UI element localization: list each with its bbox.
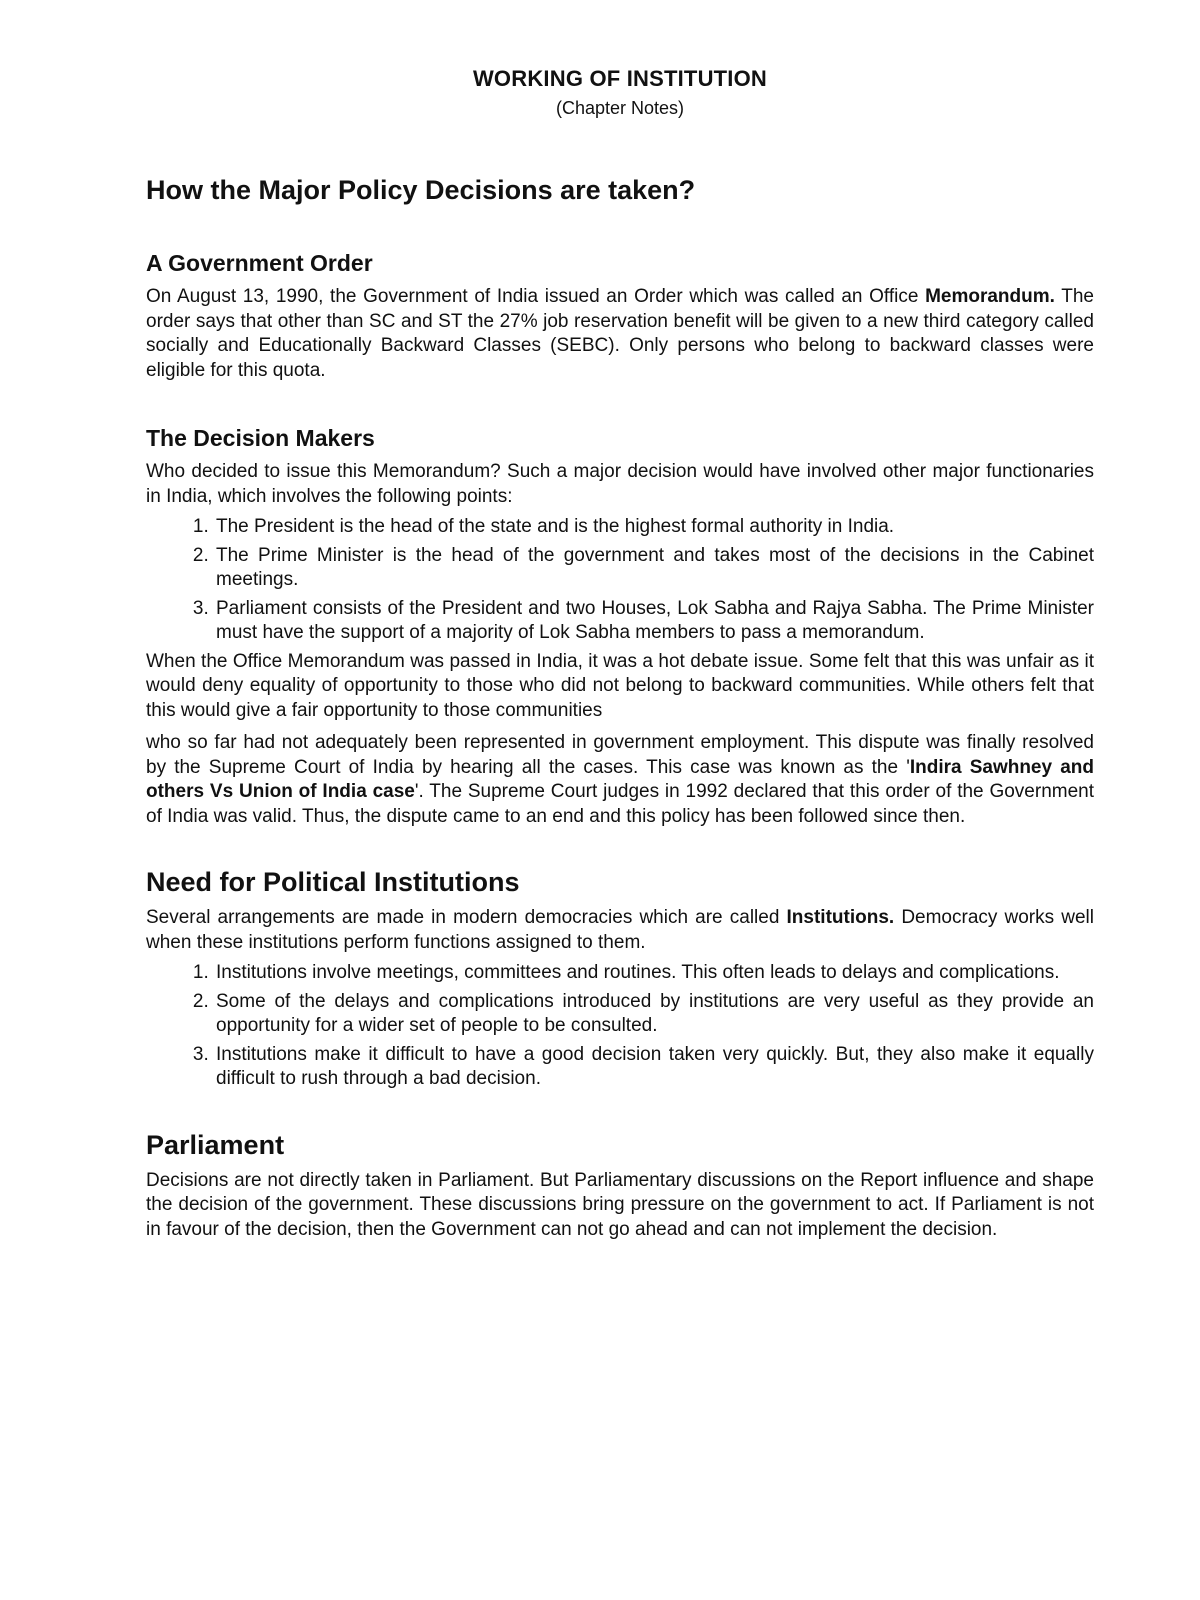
paragraph-decision-makers-intro: Who decided to issue this Memorandum? Such a major decision would have involved other major functionaries in India, which involves the following points: [146,461,1094,507]
bold-term-institutions: Institutions. [786,907,895,928]
paragraph-memorandum-debate: When the Office Memorandum was passed in India, it was a hot debate issue. Some felt that this was unfair as it would deny equality of opportunity to those who did not belong to backward communities. While others felt that this would give a fair opportunity to those communities [146,650,1094,721]
subheading-decision-makers: The Decision Makers [146,425,375,451]
paragraph-government-order [146,285,1094,383]
text-span: '. The Supreme Court judges in 1992 declared that this order of the Government of India was valid. Thus, the dispute came to an end and this policy has been followed since then. [146,781,1095,827]
paragraph-parliament: Decisions are not directly taken in Parliament. But Parliamentary discussions on the Report influence and shape the decision of the government. These discussions bring pressure on the government to act. If Parliament is not in favour of the decision, then the Government can not go ahead and can not implement the decision. [146,1169,1094,1240]
institutions-list [146,961,1094,1092]
section-heading-parliament: Parliament [146,1129,285,1160]
list-item: 2. Some of the delays and complications introduced by institutions are very useful as they provide an opportunity for a wider set of people to be consulted. [214,990,1094,1039]
subheading-government-order: A Government Order [146,250,373,276]
document-title: WORKING OF INSTITUTION [472,66,768,91]
section-heading-policy-decisions: How the Major Policy Decisions are taken? [146,175,696,205]
decision-makers-list [146,515,1094,646]
list-item: 3. Parliament consists of the President and two Houses, Lok Sabha and Rajya Sabha. The Prime Minister must have the support of a majority of Lok Sabha members to pass a memorandum. [214,597,1094,646]
document-subtitle: (Chapter Notes) [555,98,685,118]
bold-term-memorandum: Memorandum. [925,286,1055,307]
paragraph-supreme-court [146,731,1094,829]
list-item: 1. Institutions involve meetings, committees and routines. This often leads to delays and complications. [214,961,1094,986]
text-span: The order says that other than SC and ST the 27% job reservation benefit will be given to a new third category called socially and Educationally Backward Classes (SEBC). Only persons who belong to backward classes were eligible for this quota. [146,286,1094,381]
section-heading-political-institutions: Need for Political Institutions [146,867,520,897]
paragraph-institutions-intro [146,906,1094,955]
text-span: who so far had not adequately been represented in government employment. This dispute was finally resolved by the Supreme Court of India by hearing all the cases. This case was known as the ' [146,732,1094,778]
text-span: Several arrangements are made in modern democracies which are called [146,907,787,928]
list-item: 2. The Prime Minister is the head of the government and takes most of the decisions in the Cabinet meetings. [214,544,1094,593]
list-item: 3. Institutions make it difficult to have a good decision taken very quickly. But, they also make it equally difficult to rush through a bad decision. [214,1043,1094,1092]
list-item: 1. The President is the head of the state and is the highest formal authority in India. [214,515,1094,540]
text-span: Democracy works well when these institutions perform functions assigned to them. [146,907,1094,953]
bold-case-name: Indira Sawhney and others Vs Union of India case [146,756,1094,802]
text-span: On August 13, 1990, the Government of India issued an Order which was called an Office [146,286,926,307]
